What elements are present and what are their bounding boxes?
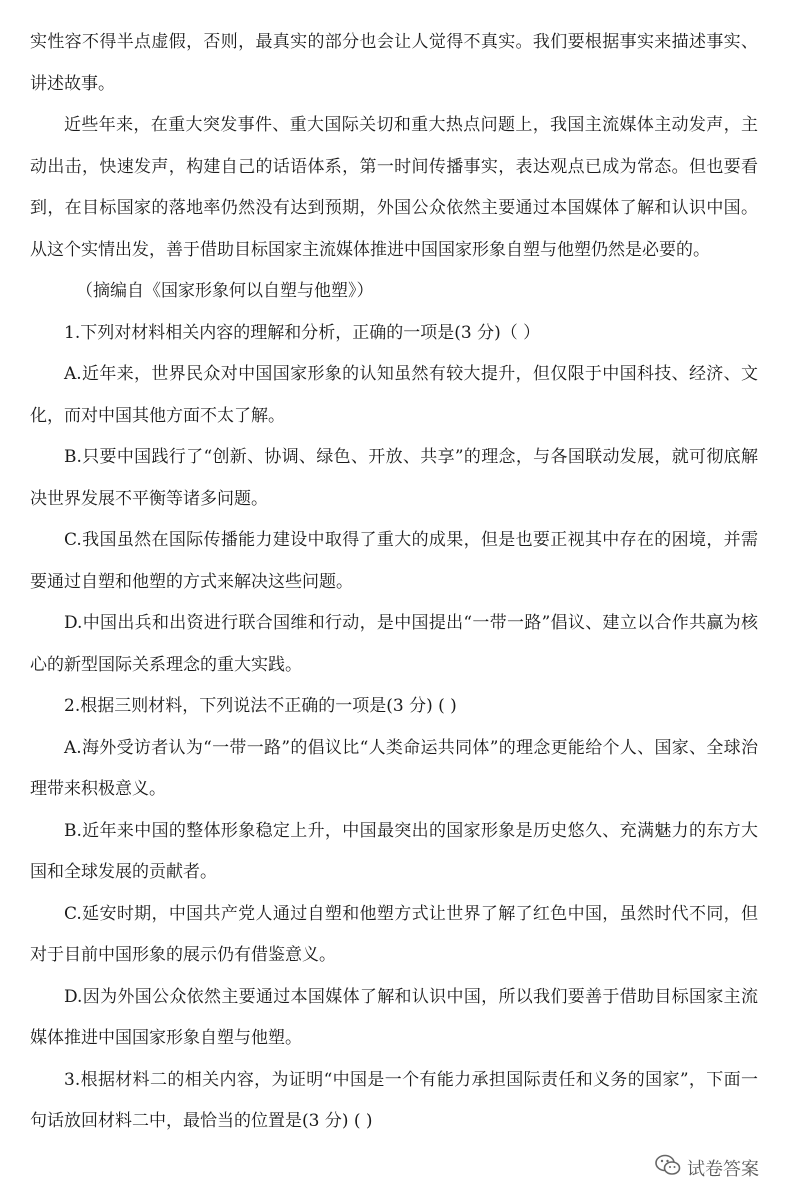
source-citation: （摘编自《国家形象何以自塑与他塑》） (76, 281, 374, 301)
question-2-option-b: B.近年来中国的整体形象稳定上升，中国最突出的国家形象是历史悠久、充满魅力的东方大国和全球发展的贡献者。 (30, 820, 758, 882)
watermark (651, 1152, 763, 1183)
wechat-icon (655, 1154, 681, 1181)
question-1-option-d: D.中国出兵和出资进行联合国维和行动，是中国提出“一带一路”倡议、建立以合作共赢为核心的新型国际关系理念的重大实践。 (30, 613, 758, 675)
question-2-option-d: D.因为外国公众依然主要通过本国媒体了解和认识中国，所以我们要善于借助目标国家主流媒体推进中国国家形象自塑与他塑。 (30, 986, 758, 1048)
question-1: 1.下列对材料相关内容的理解和分析，正确的一项是(3 分)（ ） (64, 322, 541, 343)
paragraph-continuation: 实性容不得半点虚假，否则，最真实的部分也会让人觉得不真实。我们要根据事实来描述事实、讲述故事。 (30, 32, 758, 94)
question-1-option-c: C.我国虽然在国际传播能力建设中取得了重大的成果，但是也要正视其中存在的困境，并需要通过自塑和他塑的方式来解决这些问题。 (30, 530, 758, 592)
question-3: 3.根据材料二的相关内容，为证明“中国是一个有能力承担国际责任和义务的国家”，下面一句话放回材料二中，最恰当的位置是(3 分) ( ) (30, 1069, 758, 1131)
question-1-option-b: B.只要中国践行了“创新、协调、绿色、开放、共享”的理念，与各国联动发展，就可彻底解决世界发展不平衡等诸多问题。 (30, 447, 758, 509)
question-1-option-a: A.近年来，世界民众对中国国家形象的认知虽然有较大提升，但仅限于中国科技、经济、文化，而对中国其他方面不太了解。 (30, 364, 758, 426)
question-2: 2.根据三则材料，下列说法不正确的一项是(3 分) ( ) (64, 696, 457, 716)
document-body (30, 22, 758, 1143)
watermark-text: 试卷答案 (687, 1158, 759, 1180)
paragraph-body: 近些年来，在重大突发事件、重大国际关切和重大热点问题上，我国主流媒体主动发声，主动出击，快速发声，构建自己的话语体系，第一时间传播事实，表达观点已成为常态。但也要看到，在目标国家的落地率仍然没有达到预期，外国公众依然主要通过本国媒体了解和认识中国。从这个实情出发，善于借助目标国家主流媒体推进中国国家形象自塑与他塑仍然是必要的。 (30, 115, 758, 260)
question-2-option-c: C.延安时期，中国共产党人通过自塑和他塑方式让世界了解了红色中国，虽然时代不同，但对于目前中国形象的展示仍有借鉴意义。 (30, 903, 758, 965)
question-2-option-a: A.海外受访者认为“一带一路”的倡议比“人类命运共同体”的理念更能给个人、国家、全球治理带来积极意义。 (30, 737, 758, 799)
